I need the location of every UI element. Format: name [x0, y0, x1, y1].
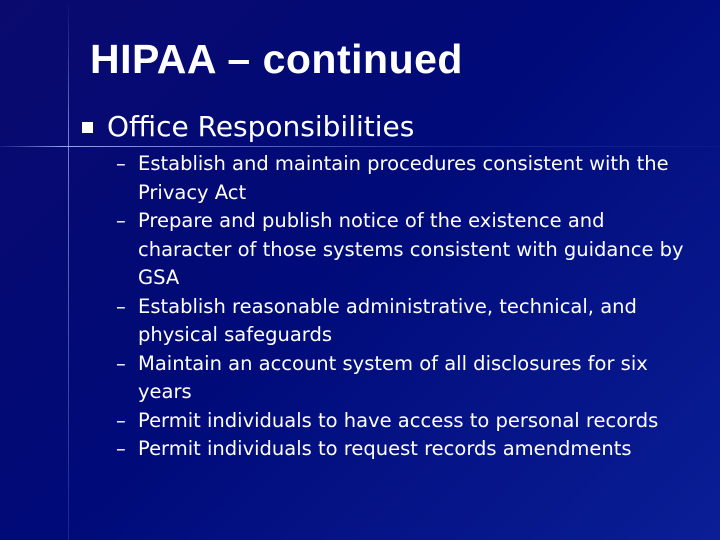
slide-title: HIPAA – continued [90, 36, 463, 82]
list-item [116, 407, 696, 436]
list-item-text: Establish and maintain procedures consistent with the Privacy Act [138, 152, 669, 204]
list-item-text: Permit individuals to request records amendments [138, 437, 632, 460]
dash-icon: – [116, 351, 126, 375]
list-item [116, 293, 696, 350]
bullet-office-responsibilities [82, 110, 414, 143]
dash-icon: – [116, 209, 126, 232]
sub-bullet-list [116, 150, 696, 464]
list-item [116, 150, 696, 207]
decorative-vertical-line [68, 0, 69, 540]
list-item-text: Establish reasonable administrative, technical, and physical safeguards [138, 294, 637, 346]
bullet-label: Office Responsibilities [107, 110, 415, 143]
list-item-text: Permit individuals to have access to personal records [138, 408, 659, 432]
list-item-text: Prepare and publish notice of the existence and character of those systems consistent with guidance by GSA [138, 209, 684, 289]
list-item-text: Maintain an account system of all disclosures for six years [138, 351, 648, 403]
dash-icon: – [116, 437, 126, 460]
list-item [116, 207, 696, 293]
list-item [116, 435, 696, 464]
list-item [116, 350, 696, 407]
dash-icon: – [116, 152, 126, 175]
dash-icon: – [116, 294, 126, 318]
dash-icon: – [116, 408, 126, 432]
square-bullet-icon [82, 122, 93, 133]
decorative-horizontal-line [0, 146, 720, 147]
